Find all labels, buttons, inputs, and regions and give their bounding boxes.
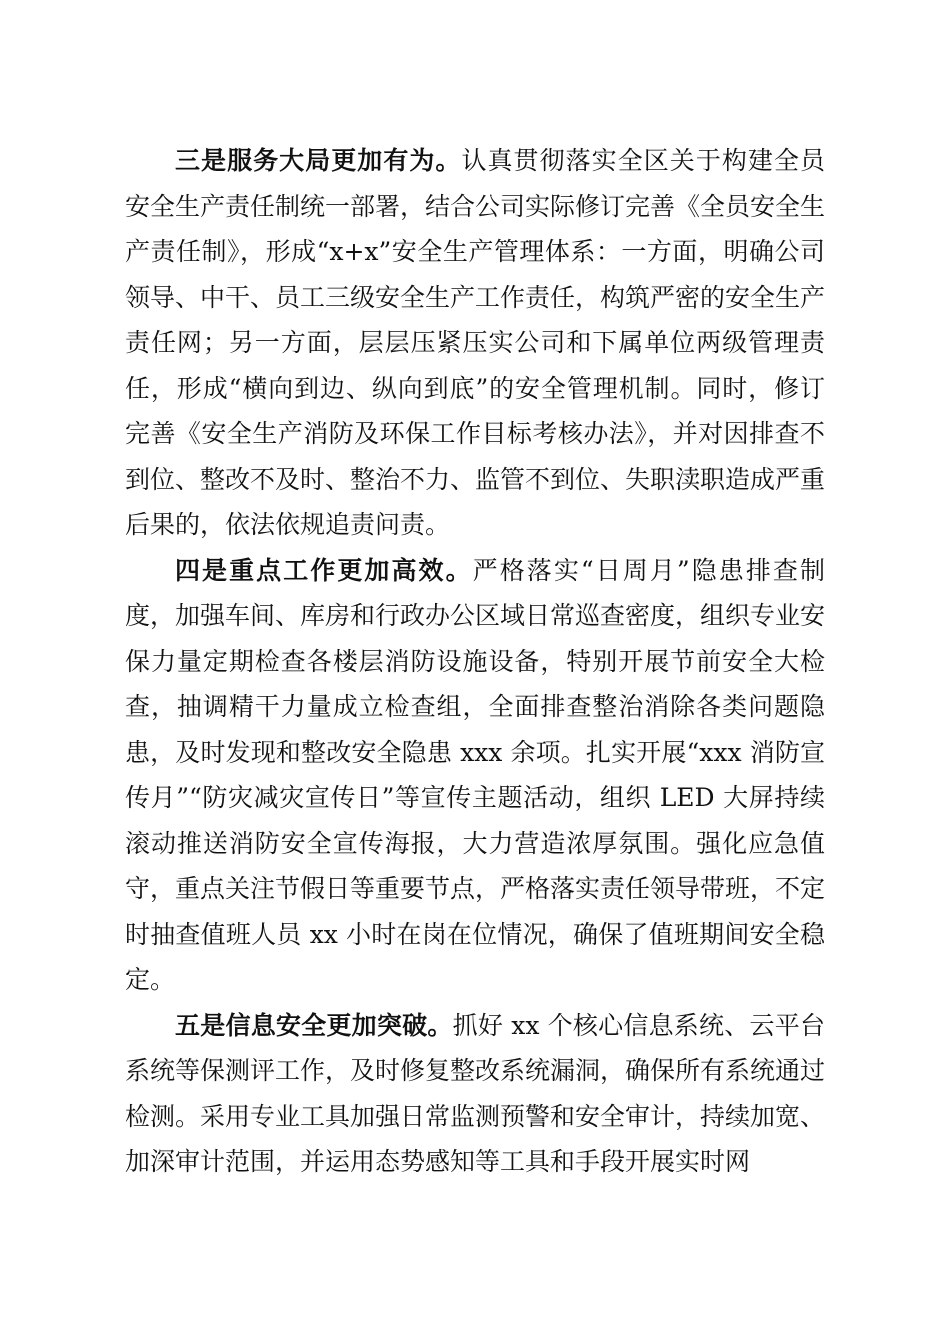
paragraph-info-security (125, 1003, 825, 1185)
paragraph-text: 认真贯彻落实全区关于构建全员安全生产责任制统一部署，结合公司实际修订完善《全员安全生产责任制》，形成“x+x”安全生产管理体系：一方面，明确公司领导、中干、员工三级安全生产工作责任，构筑严密的安全生产责任网；另一方面，层层压紧压实公司和下属单位两级管理责任，形成“横向到边、纵向到底”的安全管理机制。同时，修订完善《安全生产消防及环保工作目标考核办法》，并对因排查不到位、整改不及时、整治不力、监管不到位、失职渎职造成严重后果的，依法依规追责问责。 (125, 146, 826, 539)
paragraph-lead: 五是信息安全更加突破。 (175, 1010, 453, 1040)
document-body (125, 138, 825, 1185)
paragraph-text: 严格落实“日周月”隐患排查制度，加强车间、库房和行政办公区域日常巡查密度，组织专业安保力量定期检查各楼层消防设施设备，特别开展节前安全大检查，抽调精干力量成立检查组，全面排查整治消除各类问题隐患，及时发现和整改安全隐患 xxx 余项。扎实开展“xxx 消防宣传月”“防灾减灾宣传日”等宣传主题活动，组织 LED 大屏持续滚动推送消防安全宣传海报，大力营造浓厚氛围。强化应急值守，重点关注节假日等重要节点，严格落实责任领导带班，不定时抽查值班人员 xx 小时在岗在位情况，确保了值班期间安全稳定。 (125, 555, 826, 994)
paragraph-service-overall (125, 138, 825, 548)
paragraph-lead: 三是服务大局更加有为。 (175, 146, 462, 175)
paragraph-key-work (125, 548, 825, 1003)
paragraph-lead: 四是重点工作更加高效。 (175, 555, 473, 585)
paragraph-text: 抓好 xx 个核心信息系统、云平台系统等保测评工作，及时修复整改系统漏洞，确保所有系统通过检测。采用专业工具加强日常监测预警和安全审计，持续加宽、加深审计范围，并运用态势感知等工具和手段开展实时网 (125, 1010, 826, 1176)
